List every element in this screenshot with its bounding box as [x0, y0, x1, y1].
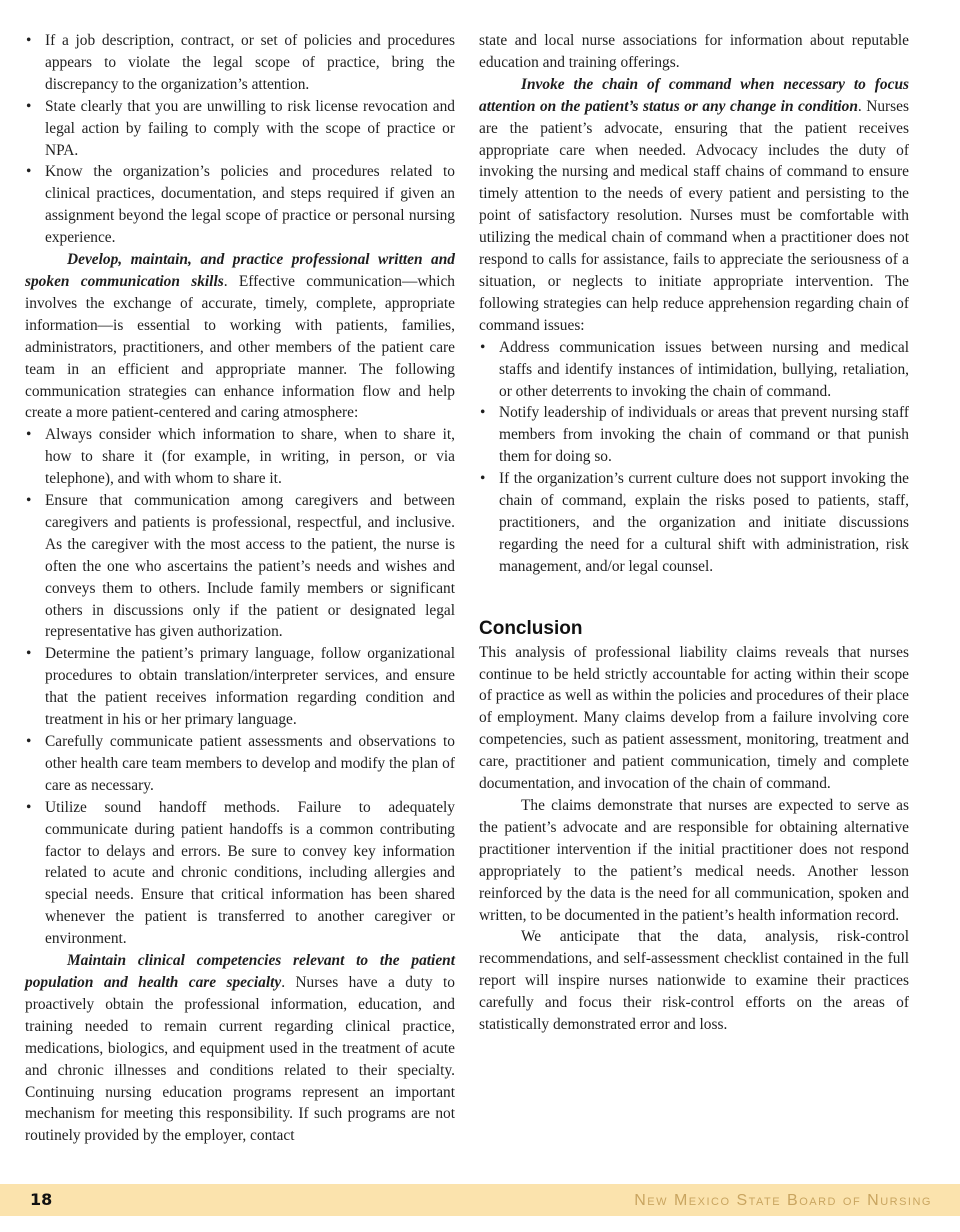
- competencies-paragraph: [25, 950, 455, 1147]
- list-item: • Address communication issues between nursing and medical staffs and identify instances of intimidation, bullying, retaliation, or other deterrents to invoking the chain of command.: [479, 337, 909, 403]
- chain-of-command-bullet-list: [479, 337, 909, 578]
- list-item: • Know the organization’s policies and procedures related to clinical practices, documentation, and steps required if given an assignment beyond the legal scope of practice or personal nursing experience.: [25, 161, 455, 249]
- list-item: • Always consider which information to share, when to share it, how to share it (for example, in writing, in person, or via telephone), and with whom to share it.: [25, 424, 455, 490]
- list-item: • Ensure that communication among caregivers and between caregivers and patients is professional, respectful, and inclusive. As the caregiver with the most access to the patient, the nurse is often the one who ascertains the patient’s needs and wishes and conveys them to others. Include family members or significant others in discussions only if the patient or designated legal representative has given authorization.: [25, 490, 455, 643]
- chain-of-command-lead: Invoke the chain of command when necessary to focus attention on the patient’s status or any change in condition: [479, 75, 909, 115]
- competencies-body: . Nurses have a duty to proactively obtain the professional information, education, and training needed to remain current regarding clinical practice, medications, biologics, and equipment used in the treatment of acute and chronic illnesses and conditions related to their specialty. Continuing nursing education programs represent an important mechanism for meeting this responsibility. If such programs are not routinely provided by the employer, contact: [25, 973, 455, 1145]
- footer-bar: [0, 1184, 960, 1216]
- communication-lead: Develop, maintain, and practice professional written and spoken communication skills: [25, 251, 455, 290]
- conclusion-paragraph: The claims demonstrate that nurses are expected to serve as the patient’s advocate and are responsible for obtaining alternative practitioner intervention if the initial practitioner does not respond appropriately to the patient’s medical needs. Another lesson reinforced by the data is the need for all communication, spoken and written, to be documented in the patient’s health information record.: [479, 797, 909, 924]
- conclusion-paragraph: This analysis of professional liability claims reveals that nurses continue to be held strictly accountable for acting within their scope of practice as well as within the policies and procedures of their place of employment. Many claims develop from a failure involving core competencies, such as patient assessment, monitoring, treatment and care, practitioner and patient communication, timely and complete documentation, and invocation of the chain of command.: [479, 643, 909, 793]
- left-column: [25, 30, 455, 1147]
- list-item: • Determine the patient’s primary language, follow organizational procedures to obtain translation/interpreter services, and ensure that the patient receives information regarding condition and treatment in his or her primary language.: [25, 643, 455, 731]
- list-item: • If the organization’s current culture does not support invoking the chain of command, explain the risks posed to patients, staff, practitioners, and the organization and initiate discussions regarding the need for a cultural shift with administration, risk management, and/or legal counsel.: [479, 468, 909, 578]
- publisher-name: New Mexico State Board of Nursing: [634, 1192, 932, 1209]
- conclusion-paragraph: We anticipate that the data, analysis, risk-control recommendations, and self-assessment checklist contained in the full report will inspire nurses nationwide to examine their practices carefully and focus their risk-control efforts on the areas of statistically demonstrated error and loss.: [479, 928, 909, 1034]
- communication-bullet-list: [25, 424, 455, 950]
- scope-bullet-list: [25, 30, 455, 249]
- right-column: [479, 30, 909, 1036]
- list-item: • If a job description, contract, or set of policies and procedures appears to violate the legal scope of practice, bring the discrepancy to the organization’s attention.: [25, 30, 455, 96]
- competencies-lead: Maintain clinical competencies relevant to the patient population and health care specialty: [25, 952, 455, 991]
- conclusion-heading: Conclusion: [479, 617, 583, 639]
- chain-of-command-body: . Nurses are the patient’s advocate, ensuring that the patient receives appropriate care when needed. Advocacy includes the duty of invoking the nursing and medical staff chains of command to ensure timely attention to the needs of every patient and persisting to the point of satisfactory resolution. Nurses must be comfortable with utilizing the medical chain of command when a practitioner does not respond to calls for assistance, fails to appreciate the seriousness of a situation, or neglects to initiate appropriate intervention. The following strategies can help reduce apprehension regarding chain of command issues:: [479, 97, 909, 334]
- list-item: • State clearly that you are unwilling to risk license revocation and legal action by failing to comply with the scope of practice or NPA.: [25, 96, 455, 162]
- list-item: • Carefully communicate patient assessments and observations to other health care team members to develop and modify the plan of care as necessary.: [25, 731, 455, 797]
- communication-paragraph: [25, 249, 455, 424]
- communication-body: . Effective communication—which involves the exchange of accurate, timely, complete, appropriate information—is essential to working with patients, families, administrators, practitioners, and other members of the patient care team in an efficient and appropriate manner. The following communication strategies can enhance information flow and help create a more patient-centered and caring atmosphere:: [25, 272, 455, 422]
- chain-of-command-paragraph: [479, 74, 909, 337]
- page-number: 18: [30, 1190, 53, 1209]
- list-item: • Utilize sound handoff methods. Failure to adequately communicate during patient handoffs is a common contributing factor to delays and errors. Be sure to convey key information related to acute and chronic conditions, including allergies and special needs. Ensure that critical information has been shared whenever the patient is transferred to another caregiver or environment.: [25, 797, 455, 950]
- continuation-paragraph: state and local nurse associations for information about reputable education and training offerings.: [479, 32, 909, 71]
- list-item: • Notify leadership of individuals or areas that prevent nursing staff members from invoking the chain of command or that punish them for doing so.: [479, 402, 909, 468]
